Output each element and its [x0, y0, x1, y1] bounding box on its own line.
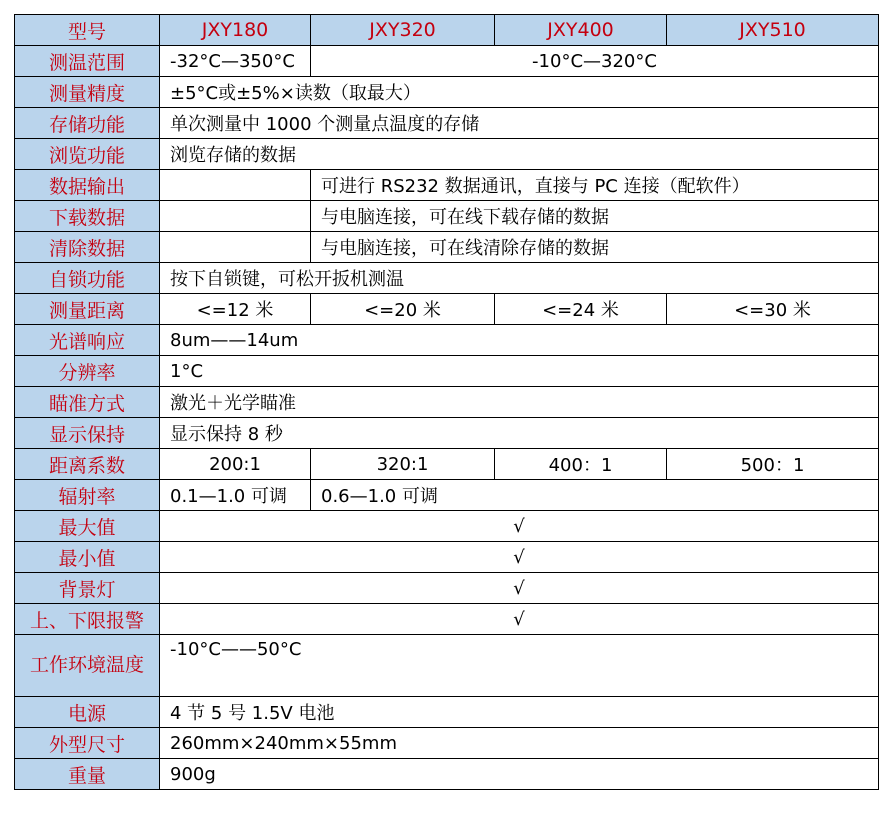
row-label: 存储功能 — [15, 108, 160, 139]
header-jxy510: JXY510 — [667, 15, 879, 46]
spec-table — [14, 14, 879, 790]
cell-value: -10°C——50°C — [160, 635, 879, 697]
table-row — [15, 449, 879, 480]
cell-value — [160, 170, 311, 201]
table-row — [15, 294, 879, 325]
row-label: 数据输出 — [15, 170, 160, 201]
header-jxy400: JXY400 — [495, 15, 667, 46]
cell-value — [160, 201, 311, 232]
header-row — [15, 15, 879, 46]
row-label: 瞄准方式 — [15, 387, 160, 418]
cell-value: 260mm×240mm×55mm — [160, 728, 879, 759]
cell-value: ±5°C或±5%×读数（取最大） — [160, 77, 879, 108]
cell-value: 400：1 — [495, 449, 667, 480]
cell-value: 0.1—1.0 可调 — [160, 480, 311, 511]
cell-value: -32°C—350°C — [160, 46, 311, 77]
cell-value: 激光＋光学瞄准 — [160, 387, 879, 418]
cell-value: 可进行 RS232 数据通讯，直接与 PC 连接（配软件） — [311, 170, 879, 201]
cell-value: 与电脑连接，可在线下载存储的数据 — [311, 201, 879, 232]
row-label: 自锁功能 — [15, 263, 160, 294]
table-row — [15, 170, 879, 201]
check-mark: √ — [160, 573, 879, 604]
cell-value: 单次测量中 1000 个测量点温度的存储 — [160, 108, 879, 139]
table-row — [15, 480, 879, 511]
header-jxy180: JXY180 — [160, 15, 311, 46]
table-row — [15, 232, 879, 263]
cell-value: <=24 米 — [495, 294, 667, 325]
table-row — [15, 46, 879, 77]
cell-value: 500：1 — [667, 449, 879, 480]
row-label: 分辨率 — [15, 356, 160, 387]
check-mark: √ — [160, 542, 879, 573]
row-label: 测温范围 — [15, 46, 160, 77]
table-row — [15, 263, 879, 294]
cell-value — [160, 232, 311, 263]
table-row — [15, 77, 879, 108]
row-label: 浏览功能 — [15, 139, 160, 170]
cell-value: 按下自锁键，可松开扳机测温 — [160, 263, 879, 294]
row-label: 辐射率 — [15, 480, 160, 511]
row-label: 光谱响应 — [15, 325, 160, 356]
table-row — [15, 604, 879, 635]
row-label: 下载数据 — [15, 201, 160, 232]
row-label: 最大值 — [15, 511, 160, 542]
cell-value: <=30 米 — [667, 294, 879, 325]
cell-value: 显示保持 8 秒 — [160, 418, 879, 449]
table-row — [15, 573, 879, 604]
table-row — [15, 325, 879, 356]
cell-value: <=20 米 — [311, 294, 495, 325]
row-label: 最小值 — [15, 542, 160, 573]
row-label: 显示保持 — [15, 418, 160, 449]
header-jxy320: JXY320 — [311, 15, 495, 46]
cell-value: -10°C—320°C — [311, 46, 879, 77]
table-row — [15, 511, 879, 542]
table-row — [15, 387, 879, 418]
table-row — [15, 201, 879, 232]
row-label: 工作环境温度 — [15, 635, 160, 697]
row-label: 测量精度 — [15, 77, 160, 108]
row-label: 上、下限报警 — [15, 604, 160, 635]
cell-value: 浏览存储的数据 — [160, 139, 879, 170]
row-label: 电源 — [15, 697, 160, 728]
table-row — [15, 356, 879, 387]
cell-value: 4 节 5 号 1.5V 电池 — [160, 697, 879, 728]
row-label: 外型尺寸 — [15, 728, 160, 759]
header-model: 型号 — [15, 15, 160, 46]
table-row — [15, 418, 879, 449]
cell-value: 0.6—1.0 可调 — [311, 480, 879, 511]
cell-value: 8um——14um — [160, 325, 879, 356]
row-label: 清除数据 — [15, 232, 160, 263]
row-label: 距离系数 — [15, 449, 160, 480]
table-row — [15, 728, 879, 759]
table-row — [15, 108, 879, 139]
cell-value: <=12 米 — [160, 294, 311, 325]
check-mark: √ — [160, 511, 879, 542]
cell-value: 200:1 — [160, 449, 311, 480]
table-row — [15, 697, 879, 728]
check-mark: √ — [160, 604, 879, 635]
row-label: 重量 — [15, 759, 160, 790]
cell-value: 1°C — [160, 356, 879, 387]
cell-value: 320:1 — [311, 449, 495, 480]
table-row — [15, 635, 879, 697]
row-label: 测量距离 — [15, 294, 160, 325]
table-row — [15, 759, 879, 790]
row-label: 背景灯 — [15, 573, 160, 604]
cell-value: 900g — [160, 759, 879, 790]
table-row — [15, 139, 879, 170]
table-row — [15, 542, 879, 573]
cell-value: 与电脑连接，可在线清除存储的数据 — [311, 232, 879, 263]
